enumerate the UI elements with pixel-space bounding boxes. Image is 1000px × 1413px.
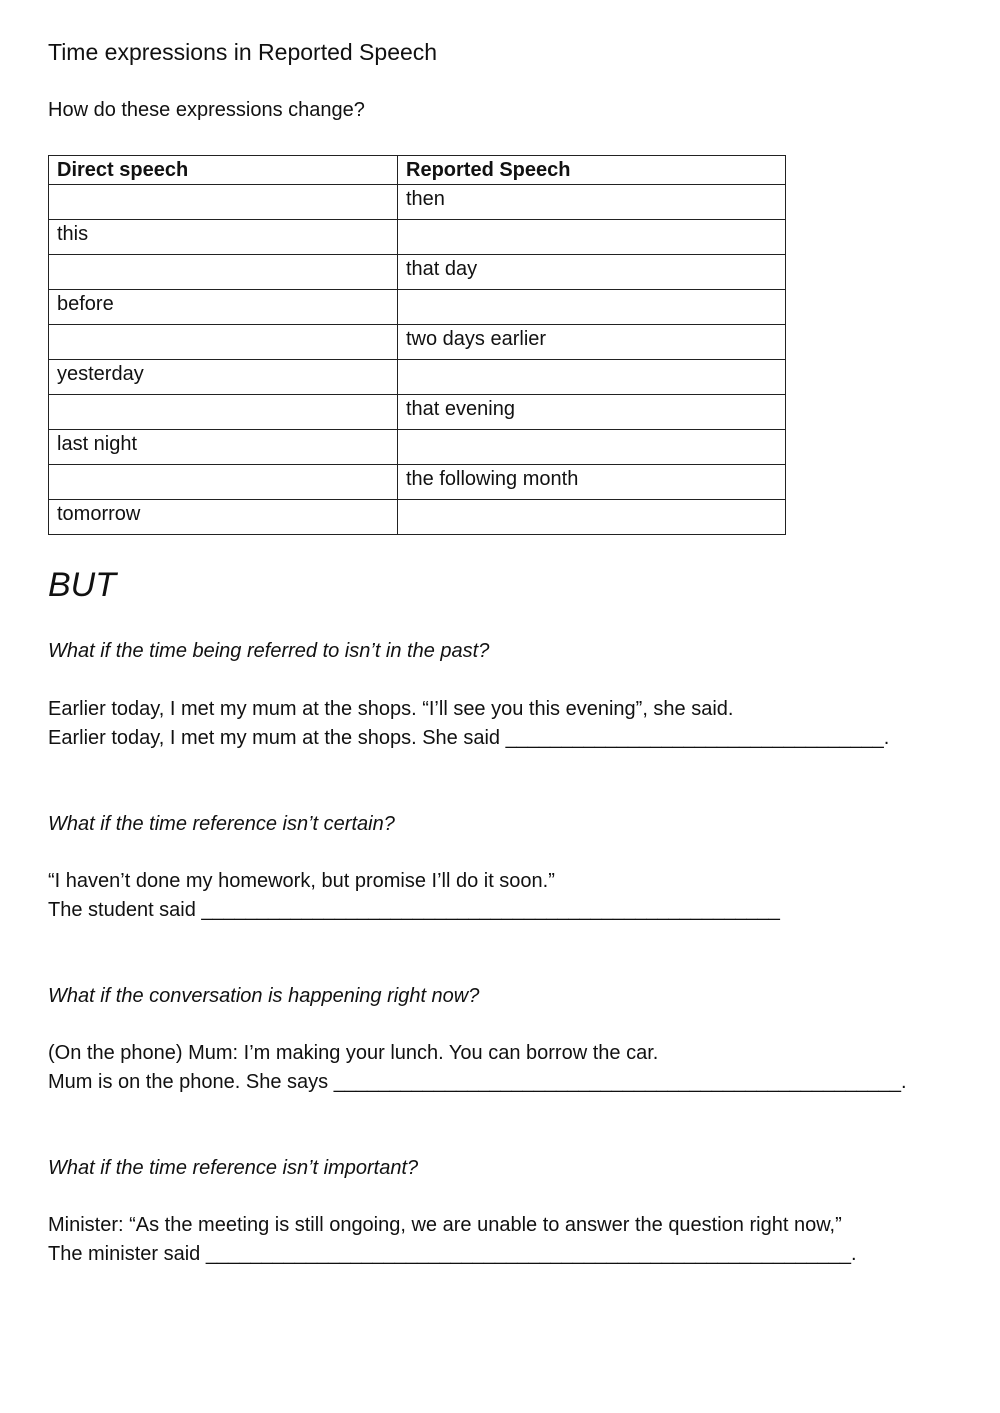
answer-line[interactable]: The student said ____________________________________________________ xyxy=(48,899,780,921)
page-subtitle: How do these expressions change? xyxy=(48,99,365,121)
question-not-important: What if the time reference isn’t important? xyxy=(48,1157,419,1179)
table-row xyxy=(49,465,786,500)
table-row xyxy=(49,325,786,360)
header-direct-speech: Direct speech xyxy=(49,156,398,185)
direct-speech-cell[interactable]: last night xyxy=(49,430,398,465)
table-row xyxy=(49,500,786,535)
direct-speech-cell[interactable]: this xyxy=(49,220,398,255)
table-row xyxy=(49,220,786,255)
table-header-row xyxy=(49,156,786,185)
direct-speech-cell[interactable]: tomorrow xyxy=(49,500,398,535)
direct-speech-cell[interactable] xyxy=(49,185,398,220)
example-sentence: “I haven’t done my homework, but promise I’ll do it soon.” xyxy=(48,870,555,892)
table-row xyxy=(49,430,786,465)
answer-line[interactable]: Earlier today, I met my mum at the shops. She said __________________________________. xyxy=(48,727,890,749)
table-row xyxy=(49,185,786,220)
direct-speech-cell[interactable] xyxy=(49,465,398,500)
direct-speech-cell[interactable]: yesterday xyxy=(49,360,398,395)
reported-speech-cell[interactable]: that day xyxy=(398,255,786,290)
reported-speech-cell[interactable] xyxy=(398,220,786,255)
direct-speech-cell[interactable] xyxy=(49,325,398,360)
reported-speech-cell[interactable]: two days earlier xyxy=(398,325,786,360)
direct-speech-cell[interactable]: before xyxy=(49,290,398,325)
time-expressions-table xyxy=(48,155,786,535)
reported-speech-cell[interactable]: the following month xyxy=(398,465,786,500)
page-title: Time expressions in Reported Speech xyxy=(48,39,438,65)
question-right-now: What if the conversation is happening right now? xyxy=(48,985,480,1007)
reported-speech-cell[interactable]: then xyxy=(398,185,786,220)
answer-line[interactable]: The minister said __________________________________________________________. xyxy=(48,1243,857,1265)
reported-speech-cell[interactable] xyxy=(398,500,786,535)
reported-speech-cell[interactable] xyxy=(398,290,786,325)
reported-speech-cell[interactable] xyxy=(398,430,786,465)
example-sentence: (On the phone) Mum: I’m making your lunch. You can borrow the car. xyxy=(48,1042,659,1064)
table-row xyxy=(49,360,786,395)
example-sentence: Minister: “As the meeting is still ongoing, we are unable to answer the question right now,” xyxy=(48,1214,842,1236)
reported-speech-cell[interactable]: that evening xyxy=(398,395,786,430)
question-past: What if the time being referred to isn’t in the past? xyxy=(48,640,490,662)
answer-line[interactable]: Mum is on the phone. She says ___________________________________________________. xyxy=(48,1071,907,1093)
table-row xyxy=(49,290,786,325)
example-sentence: Earlier today, I met my mum at the shops. “I’ll see you this evening”, she said. xyxy=(48,698,734,720)
reported-speech-cell[interactable] xyxy=(398,360,786,395)
question-uncertain: What if the time reference isn’t certain? xyxy=(48,813,395,835)
but-heading: BUT xyxy=(48,566,116,604)
table-row xyxy=(49,255,786,290)
direct-speech-cell[interactable] xyxy=(49,395,398,430)
table-row xyxy=(49,395,786,430)
header-reported-speech: Reported Speech xyxy=(398,156,786,185)
direct-speech-cell[interactable] xyxy=(49,255,398,290)
